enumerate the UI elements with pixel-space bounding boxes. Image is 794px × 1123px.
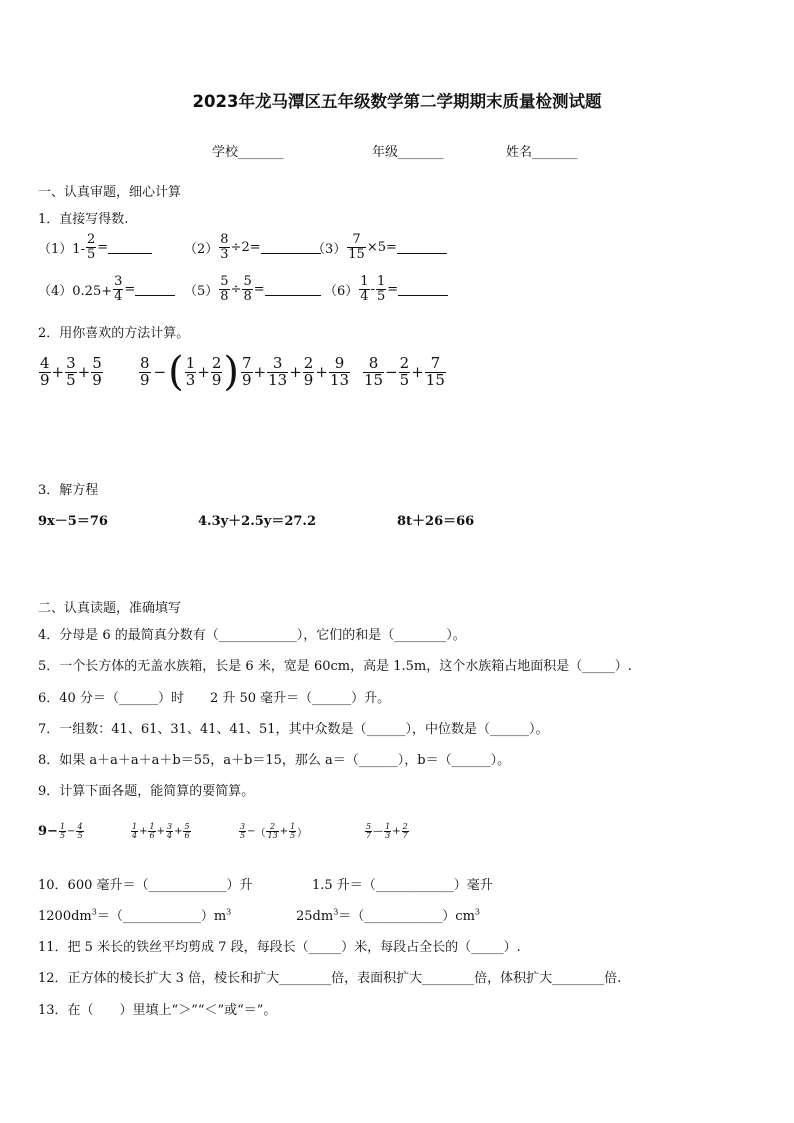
section1-heading: 一、认真审题，细心计算 [38, 185, 182, 200]
fraction [39, 356, 51, 389]
fraction [363, 356, 384, 389]
fraction [359, 275, 369, 303]
fraction [365, 823, 372, 841]
q1-2-op: ÷2= [230, 239, 261, 255]
fraction-part: 1 [290, 822, 296, 831]
fraction-part: 9 [140, 370, 150, 389]
fraction-part: 8 [140, 353, 150, 372]
question-10a: 10．600 毫升＝（____________）升 [38, 878, 253, 893]
fraction-part: 3 [166, 822, 173, 831]
fraction [113, 275, 123, 303]
question-4: 4．分母是 6 的最简真分数有（____________），它们的和是（________）。 [38, 628, 466, 643]
fraction-part: 3 [185, 370, 196, 389]
fraction-part: 3 [66, 354, 76, 372]
fraction-part: 6 [184, 831, 190, 841]
q9-expr-2 [130, 823, 192, 841]
fraction-part: 15 [425, 370, 445, 389]
q2-label: 2．用你喜欢的方法计算。 [38, 326, 190, 341]
section2-heading: 二、认真读题，准确填写 [38, 601, 182, 616]
operator: + [411, 363, 424, 382]
fraction-part: 3 [385, 831, 391, 841]
fraction-part: 5 [184, 822, 190, 831]
q2-expr-3 [240, 356, 351, 389]
fraction [289, 823, 296, 841]
fraction [242, 275, 252, 303]
fraction [183, 823, 190, 841]
fraction-part: 9 [329, 356, 350, 373]
fraction [166, 823, 173, 841]
superscript: 3 [474, 907, 480, 917]
equation-2: 4.3y＋2.5y＝27.2 [198, 514, 317, 529]
operator: + [51, 363, 65, 382]
operator: − [67, 826, 76, 838]
fraction-part: 4 [132, 831, 138, 841]
fraction [86, 233, 96, 261]
q9-1-pre: 9− [38, 824, 58, 840]
fraction [148, 823, 155, 841]
fraction [402, 823, 409, 841]
fraction-part: 8 [220, 288, 229, 304]
fraction-part: 1 [385, 822, 391, 831]
fraction-part: 7 [366, 831, 372, 841]
question-13: 13．在（ ）里填上“＞”“＜”或“＝”。 [38, 1003, 277, 1018]
answer-blank[interactable] [265, 283, 321, 296]
operator: − [153, 363, 167, 381]
question-12: 12．正方体的棱长扩大 3 倍，棱长和扩大________倍，表面积扩大________倍，体积扩大________倍. [38, 971, 622, 986]
fraction [65, 356, 77, 389]
fraction-part: 2 [211, 353, 222, 372]
fraction [347, 233, 366, 261]
operator: + [253, 363, 267, 382]
fraction-part: 9 [211, 370, 222, 389]
q1-item-2 [184, 233, 321, 261]
fraction-part: 2 [402, 822, 408, 831]
fraction-part: 2 [86, 232, 96, 247]
fraction [425, 356, 446, 389]
fraction-part: 8 [243, 288, 252, 304]
fraction-part: 8 [363, 356, 384, 373]
fraction-part: 4 [114, 288, 123, 304]
q1-6-post: = [387, 281, 399, 297]
q1-3-op: ×5= [366, 239, 397, 255]
q2-expr-1 [38, 356, 104, 389]
superscript: 3 [91, 907, 97, 917]
operator: + [197, 363, 210, 381]
left-paren: （ [255, 828, 266, 840]
q1-4-pre: （4）0.25+ [38, 283, 113, 299]
operator: + [315, 363, 328, 382]
q10c-pre: 1200dm [38, 909, 92, 924]
fraction-part: 2 [303, 354, 314, 372]
q1-item-3 [312, 233, 447, 261]
answer-blank[interactable] [135, 283, 175, 296]
fraction [131, 823, 138, 841]
fraction [91, 356, 103, 389]
question-10c [38, 905, 231, 924]
fraction-part: 4 [40, 354, 50, 372]
q1-2-pre: （2） [184, 241, 219, 257]
left-paren: ( [168, 349, 184, 395]
name-blank[interactable]: _______ [532, 145, 578, 160]
grade-blank[interactable]: _______ [398, 145, 444, 160]
q1-1-pre: （1）1- [38, 241, 85, 257]
fraction-part: 5 [92, 354, 102, 372]
operator: + [279, 826, 289, 838]
fraction-part: 5 [376, 288, 386, 304]
q1-item-4 [38, 275, 175, 303]
fraction-part: 9 [303, 370, 314, 389]
fraction-part: 1 [185, 353, 196, 372]
fraction-part: 1 [132, 822, 138, 831]
q1-item-6 [324, 275, 448, 303]
fraction-part: 13 [268, 370, 288, 389]
fraction-part: 5 [240, 831, 246, 841]
fraction-part: 4 [360, 288, 369, 304]
fraction-part: 1 [376, 274, 386, 289]
fraction-part: 9 [40, 370, 50, 389]
question-8: 8．如果 a＋a＋a＋a＋b＝55，a＋b＝15，那么 a＝（______），b＝（______）。 [38, 753, 511, 768]
question-9-label: 9．计算下面各题，能简算的要简算。 [38, 784, 255, 799]
fraction-part: 7 [425, 356, 446, 373]
fraction-part: 9 [242, 370, 252, 389]
fraction-part: 15 [348, 246, 365, 262]
fraction-part: 4 [77, 822, 83, 831]
fraction-part: 5 [366, 822, 372, 831]
fraction-part: 3 [267, 356, 288, 373]
q1-4-post: = [124, 281, 136, 297]
operator: + [289, 363, 302, 382]
fraction-part: 5 [243, 274, 252, 289]
fraction-part: 3 [114, 274, 123, 289]
school-field [212, 141, 284, 160]
fraction [266, 823, 278, 841]
q1-5-pre: （5） [184, 283, 219, 299]
fraction [59, 823, 66, 841]
fraction-part: 7 [402, 831, 408, 841]
q3-label: 3．解方程 [38, 483, 99, 498]
equation-3: 8t＋26＝66 [397, 514, 475, 529]
question-5: 5．一个长方体的无盖水族箱，长是 6 米，宽是 60cm，高是 1.5m，这个水族箱占地面积是（_____）. [38, 659, 632, 674]
fraction [303, 356, 315, 389]
operator: + [174, 826, 183, 838]
fraction-part: 8 [220, 232, 229, 247]
operator: − [385, 363, 398, 382]
fraction [384, 823, 391, 841]
q1-item-1 [38, 233, 152, 261]
grade-label: 年级 [372, 145, 399, 160]
q1-label: 1．直接写得数. [38, 212, 129, 227]
q1-6-pre: （6） [324, 283, 359, 299]
fraction-part: 5 [220, 274, 229, 289]
school-label: 学校 [212, 145, 239, 160]
fraction-part: 13 [329, 370, 350, 389]
fraction-part: 2 [266, 823, 278, 832]
fraction [329, 356, 350, 389]
fraction-part: 5 [77, 831, 83, 841]
fraction [239, 823, 246, 841]
fraction-part: 15 [364, 370, 384, 389]
operator: + [139, 826, 148, 838]
fraction-part: 3 [240, 822, 246, 831]
q10c-post: ＝（____________）m [96, 909, 227, 924]
equation-1: 9x－5＝76 [38, 514, 108, 529]
right-paren: ） [297, 828, 308, 840]
fraction [399, 356, 411, 389]
fraction [185, 353, 197, 389]
fraction-part: 13 [267, 831, 278, 841]
fraction-part: 2 [399, 354, 410, 372]
operator: − [247, 826, 256, 838]
right-paren: ) [223, 349, 240, 395]
question-6: 6．40 分＝（______）时 2 升 50 毫升＝（______）升。 [38, 691, 391, 706]
fraction [241, 356, 253, 389]
question-10b: 1.5 升＝（____________）毫升 [312, 878, 493, 893]
q2-expr-4 [362, 356, 447, 389]
fraction-part: 5 [66, 370, 76, 389]
fraction [267, 356, 288, 389]
superscript: 3 [333, 907, 339, 917]
fraction-part: 9 [92, 370, 102, 389]
question-10d [296, 905, 480, 924]
fraction-part: 1 [59, 822, 66, 831]
q9-expr-1 [38, 823, 85, 841]
fraction [376, 275, 386, 303]
fraction-part: 1 [149, 822, 155, 831]
q10d-pre: 25dm [296, 909, 334, 924]
fraction-part: 5 [59, 831, 66, 841]
fraction-part: 5 [399, 370, 410, 389]
operator: + [156, 826, 165, 838]
fraction [211, 353, 223, 389]
q9-expr-4 [364, 823, 410, 841]
fraction-part: 7 [242, 354, 252, 372]
grade-field [372, 141, 444, 160]
fraction-part: 7 [347, 233, 366, 248]
fraction-part: 1 [360, 274, 369, 289]
fraction-part: 5 [290, 831, 296, 841]
operator: + [77, 363, 91, 382]
fraction [219, 233, 229, 261]
fraction-part: 3 [220, 246, 229, 262]
answer-blank[interactable] [397, 241, 447, 254]
name-field [506, 141, 578, 160]
q1-item-5 [184, 275, 321, 303]
fraction [139, 353, 151, 389]
operator: + [392, 826, 401, 838]
question-11: 11．把 5 米长的铁丝平均剪成 7 段，每段长（_____）米，每段占全长的（_____）. [38, 940, 521, 955]
q1-1-post: = [97, 239, 109, 255]
q1-5-op: ÷ [230, 281, 242, 297]
answer-blank[interactable] [108, 241, 152, 254]
q1-3-pre: （3） [312, 241, 347, 257]
fraction-part: 5 [86, 246, 96, 262]
q9-expr-3 [238, 823, 307, 841]
page-title: 2023年龙马潭区五年级数学第二学期期末质量检测试题 [192, 92, 602, 111]
q1-6-op: - [370, 281, 375, 297]
fraction [76, 823, 83, 841]
answer-blank[interactable] [398, 283, 448, 296]
name-label: 姓名 [506, 145, 533, 160]
fraction-part: 4 [166, 831, 173, 841]
q1-5-post: = [253, 281, 265, 297]
fraction [219, 275, 229, 303]
superscript: 3 [226, 907, 232, 917]
question-7: 7．一组数：41、61、31、41、41、51，其中众数是（______），中位数是（______）。 [38, 722, 549, 737]
q2-expr-2 [138, 349, 240, 395]
fraction-part: 6 [149, 831, 155, 841]
operator: — [373, 826, 384, 838]
q10d-post: ＝（____________）cm [338, 909, 475, 924]
school-blank[interactable]: _______ [238, 145, 284, 160]
